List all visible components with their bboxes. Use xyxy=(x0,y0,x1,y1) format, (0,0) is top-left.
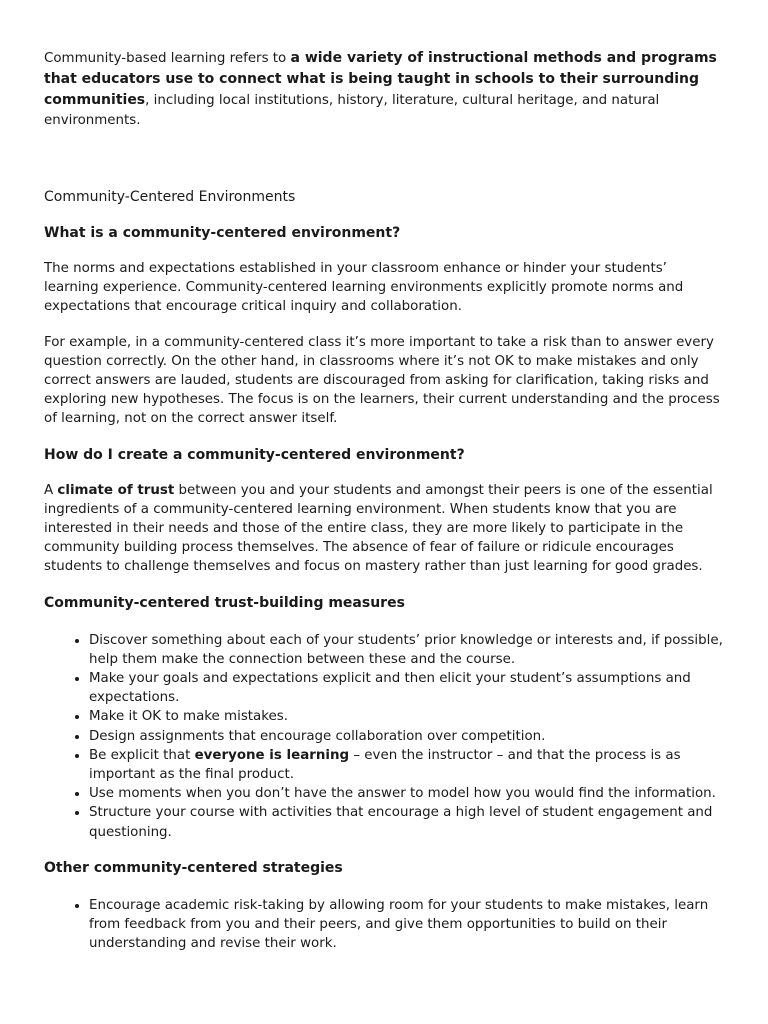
trust-measures-list xyxy=(44,631,724,842)
item5-bold-text: everyone is learning xyxy=(194,747,350,763)
intro-paragraph xyxy=(44,48,724,131)
paragraph-climate-of-trust xyxy=(44,481,724,577)
list-item: • Discover something about each of your students’ prior knowledge or interests and, if possible, help them make the connection between these and the course. xyxy=(89,631,724,669)
list-item: • Make your goals and expectations explicit and then elicit your student’s assumptions and expectations. xyxy=(89,669,724,707)
list-item: • Encourage academic risk-taking by allowing room for your students to make mistakes, learn from feedback from you and their peers, and give them opportunities to build on their understanding and revise their work. xyxy=(89,896,724,954)
heading-trust-measures: Community-centered trust-building measures xyxy=(44,594,405,611)
document-page xyxy=(44,48,724,953)
section-title: Community-Centered Environments xyxy=(44,189,296,205)
heading-other-strategies: Other community-centered strategies xyxy=(44,859,343,876)
other-strategies-list xyxy=(44,896,724,954)
list-item: • Make it OK to make mistakes. xyxy=(89,707,724,726)
intro-bold-text: a wide variety of instructional methods and programs that educators use to connect what is being taught in schools to their surrounding communities xyxy=(44,50,717,108)
heading-how-do-i: How do I create a community-centered environment? xyxy=(44,446,465,463)
paragraph-example: For example, in a community-centered class it’s more important to take a risk than to answer every question correctly. On the other hand, in classrooms where it’s not OK to make mistakes and only correct answers are lauded, students are discouraged from asking for clarification, taking risks and exploring new hypotheses. The focus is on the learners, their current understanding and the process of learning, not on the correct answer itself. xyxy=(44,334,720,427)
intro-text-after: , including local institutions, history, literature, cultural heritage, and natural environments. xyxy=(44,93,660,128)
list-item: • Design assignments that encourage collaboration over competition. xyxy=(89,727,724,746)
paragraph-norms: The norms and expectations established in your classroom enhance or hinder your students’ learning experience. Community-centered learning environments explicitly promote norms and expectations that encourage critical inquiry and collaboration. xyxy=(44,261,684,315)
list-item: • Structure your course with activities that encourage a high level of student engagement and questioning. xyxy=(89,803,724,841)
climate-text-before: A xyxy=(44,482,58,498)
list-item: • Use moments when you don’t have the answer to model how you would find the information. xyxy=(89,784,724,803)
climate-text-after: between you and your students and amongst their peers is one of the essential ingredients of a community-centered learning environment. When students know that you are interested in their needs and those of the entire class, they are more likely to participate in the community building process themselves. The absence of fear of failure or ridicule encourages students to challenge themselves and focus on mastery rather than just learning for good grades. xyxy=(44,482,713,575)
item5-text-after: – even the instructor – and that the process is as important as the final product. xyxy=(89,747,681,783)
intro-text-before: Community-based learning refers to xyxy=(44,51,291,66)
heading-what-is: What is a community-centered environment? xyxy=(44,225,401,241)
climate-bold-text: climate of trust xyxy=(57,482,175,498)
list-item xyxy=(89,746,724,784)
item5-text-before: Be explicit that xyxy=(89,747,195,763)
